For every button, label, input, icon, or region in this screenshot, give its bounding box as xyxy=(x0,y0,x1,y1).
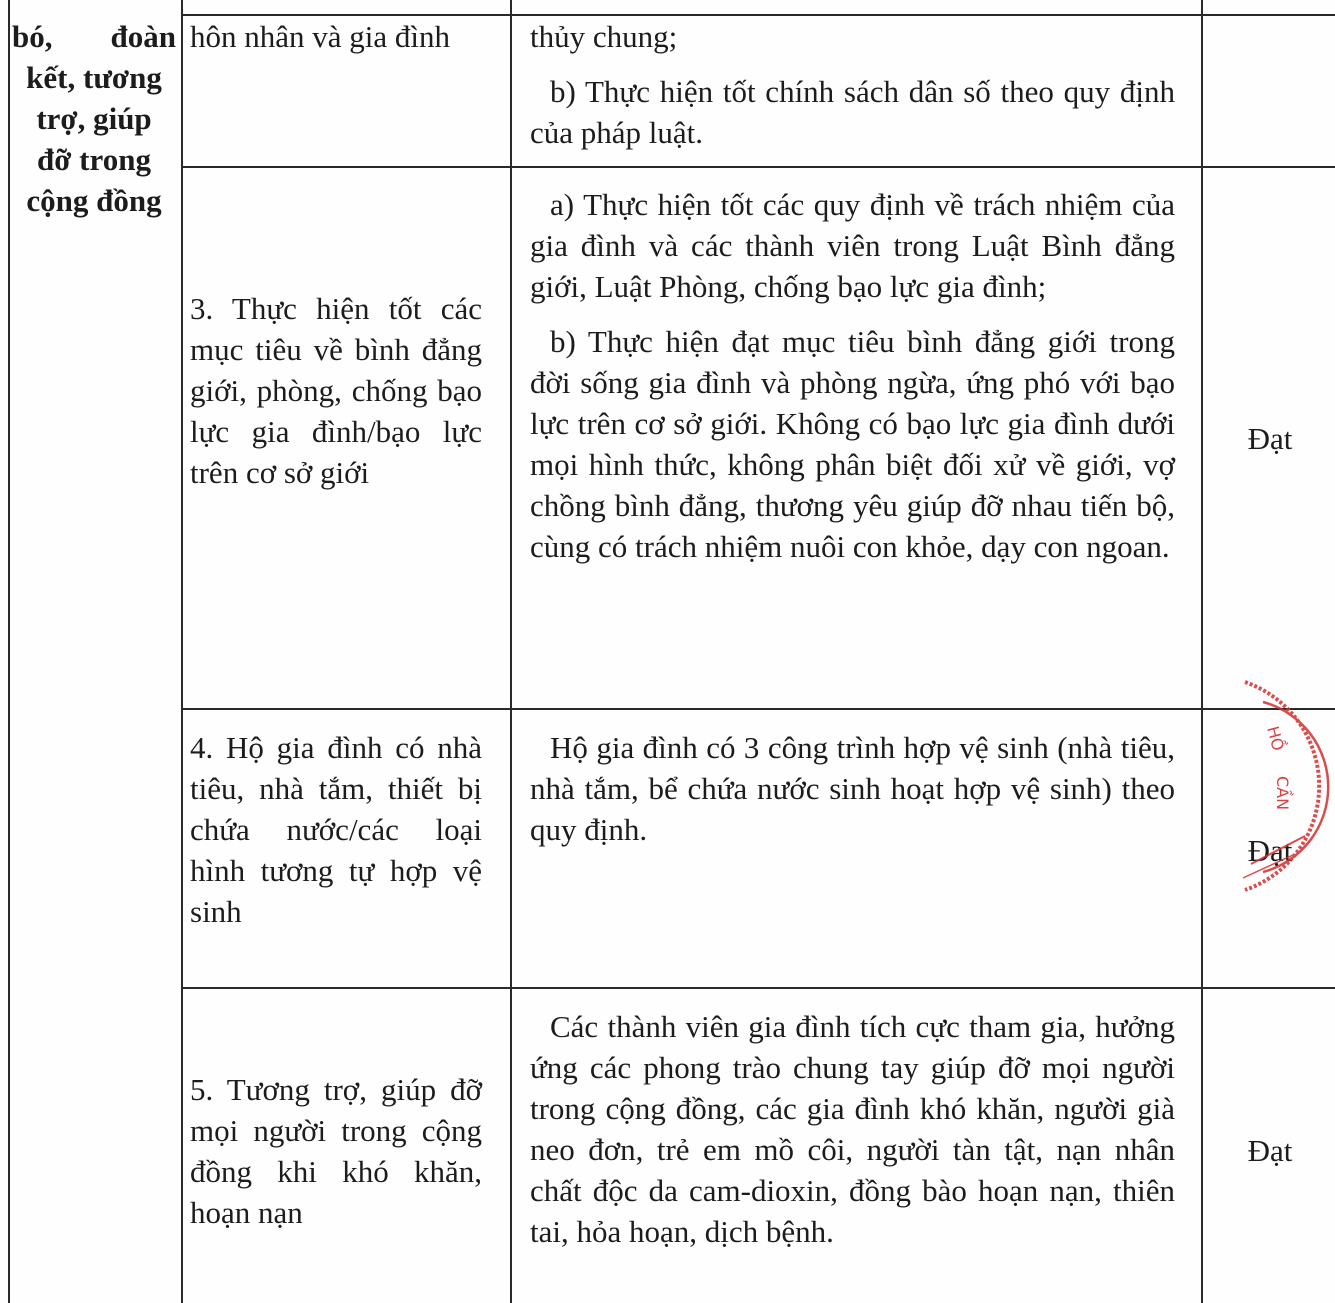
result-text: Đạt xyxy=(1247,833,1293,868)
result-text: Đạt xyxy=(1247,1133,1293,1168)
group-heading-line: kết, tương xyxy=(26,60,162,95)
requirement-cell xyxy=(530,16,1175,153)
svg-text:HỒ: HỒ xyxy=(1263,724,1288,753)
result-text: Đạt xyxy=(1247,421,1293,456)
table-divider-col3 xyxy=(1201,0,1203,1303)
group-heading-line: bó, đoàn xyxy=(12,19,176,54)
criterion-cell xyxy=(190,16,482,57)
requirement-paragraph: b) Thực hiện đạt mục tiêu bình đẳng giới trong đời sống gia đình và phòng ngừa, ứng phó với bạo lực trên cơ sở giới. Không có bạo lực gia đình dưới mọi hình thức, không phân biệt đối xử về giới, vợ chồng bình đẳng, thương yêu giúp đỡ nhau tiến bộ, cùng có trách nhiệm nuôi con khỏe, dạy con ngoan. xyxy=(530,324,1175,564)
group-heading-line: trợ, giúp xyxy=(36,101,152,136)
criterion-cell xyxy=(190,1069,482,1233)
requirement-cell xyxy=(530,1006,1175,1252)
requirement-paragraph: Hộ gia đình có 3 công trình hợp vệ sinh (nhà tiêu, nhà tắm, bể chứa nước sinh hoạt hợp vệ sinh) theo quy định. xyxy=(530,730,1175,847)
requirement-cell xyxy=(530,727,1175,850)
row-divider-2 xyxy=(181,708,1335,710)
table-divider-col1 xyxy=(181,0,183,1303)
criteria-group-heading xyxy=(12,16,176,221)
group-heading-line: cộng đồng xyxy=(26,183,162,218)
requirement-paragraph: a) Thực hiện tốt các quy định về trách nhiệm của gia đình và các thành viên trong Luật Bình đẳng giới, Luật Phòng, chống bạo lực gia đình; xyxy=(530,187,1175,304)
group-heading-line: đỡ trong xyxy=(37,142,151,177)
criterion-text: 4. Hộ gia đình có nhà tiêu, nhà tắm, thiết bị chứa nước/các loại hình tương tự hợp vệ sinh xyxy=(190,730,482,929)
criterion-cell xyxy=(190,288,482,493)
criterion-text: 3. Thực hiện tốt các mục tiêu về bình đẳng giới, phòng, chống bạo lực gia đình/bạo lực trên cơ sở giới xyxy=(190,291,482,490)
criterion-text: 5. Tương trợ, giúp đỡ mọi người trong cộng đồng khi khó khăn, hoạn nạn xyxy=(190,1072,482,1230)
criterion-cell xyxy=(190,727,482,932)
criterion-text: hôn nhân và gia đình xyxy=(190,19,451,54)
svg-text:CẦN: CẦN xyxy=(1273,776,1292,811)
result-cell xyxy=(1210,830,1330,871)
row-divider-3 xyxy=(181,987,1335,989)
row-divider-1 xyxy=(181,166,1335,168)
requirement-paragraph: Các thành viên gia đình tích cực tham gia, hưởng ứng các phong trào chung tay giúp đỡ mọi người trong cộng đồng, các gia đình khó khăn, người già neo đơn, trẻ em mồ côi, người tàn tật, nạn nhân chất độc da cam-dioxin, đồng bào hoạn nạn, thiên tai, hỏa hoạn, dịch bệnh. xyxy=(530,1009,1175,1249)
table-border-left xyxy=(8,0,10,1303)
result-cell xyxy=(1210,1130,1330,1171)
table-divider-col2 xyxy=(510,0,512,1303)
requirement-paragraph: b) Thực hiện tốt chính sách dân số theo quy định của pháp luật. xyxy=(530,74,1175,150)
requirement-paragraph: thủy chung; xyxy=(530,19,678,54)
result-cell xyxy=(1210,418,1330,459)
requirement-cell xyxy=(530,184,1175,567)
